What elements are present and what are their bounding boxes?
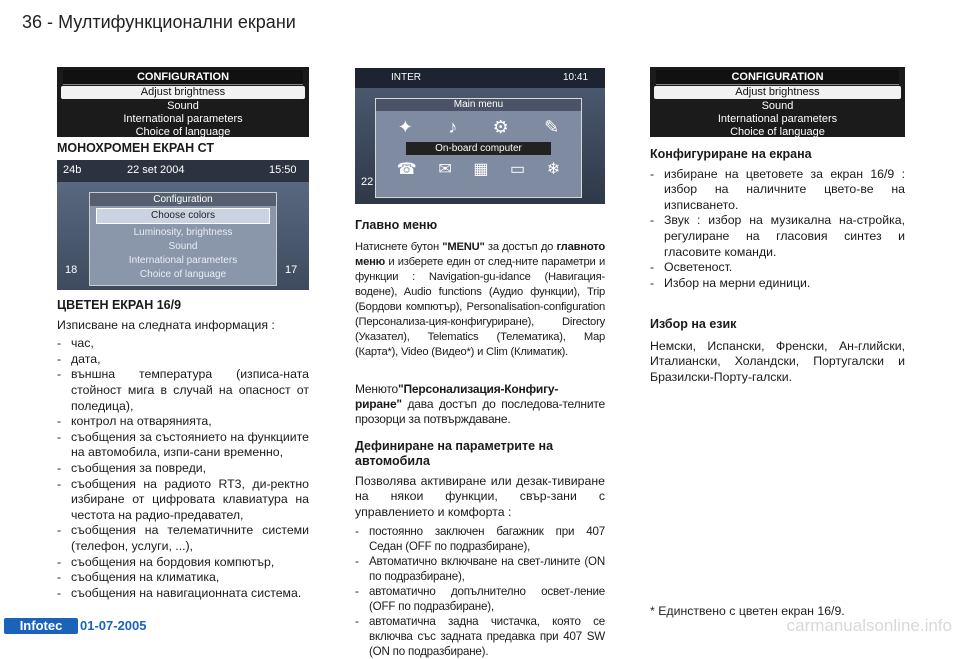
list-item: - Автоматично включване на свет-лините (ON по подразбиране),: [355, 554, 605, 584]
color-screen-text-block: [57, 298, 309, 601]
main-menu-icons-row2: [376, 157, 581, 181]
main-menu-text-block: [355, 218, 605, 659]
mono-screen-item: Adjust brightness: [61, 86, 305, 99]
mono-screen-item: Sound: [761, 100, 794, 112]
personalisation-pre: Менюто: [355, 381, 399, 396]
main-menu-bold: главното меню: [355, 240, 605, 268]
language-heading: Избор на език: [650, 317, 737, 331]
color-screen-right-value: 17: [285, 264, 298, 276]
page-header: [22, 12, 296, 33]
color-screen-heading: ЦВЕТЕН ЕКРАН 16/9: [57, 298, 182, 312]
main-menu-box: [375, 98, 582, 198]
personalisation-rest: дава достъп до последова-телните прозорци за потвърждаване.: [355, 396, 605, 426]
header-separator: -: [47, 12, 54, 32]
list-item: - час,: [57, 336, 309, 352]
list-item: - съобщения за повреди,: [57, 461, 309, 477]
main-menu-text-1: Натиснете бутон: [355, 240, 439, 253]
personalisation-icon: ✎: [544, 117, 560, 137]
watermark: carmanualsonline.info: [786, 616, 952, 635]
list-item: - външна температура (изписа-ната стойност мига в случай на опасност от поледица),: [57, 367, 309, 414]
map-icon: ▦: [473, 161, 489, 178]
personalisation-bold: "Персонализация-Конфигу-риране": [355, 381, 559, 411]
footer-date: 01-07-2005: [80, 618, 147, 633]
main-menu-icons: [376, 111, 581, 140]
language-text: Немски, Испански, Френски, Ан-глийски, Италиански, Холандски, Португалски и Бразилски-Порту-галски.: [650, 338, 905, 384]
vehicle-params-intro: Позволява активиране или дезак-тивиране на някои функции, свър-зани с управлението и комфорта :: [355, 473, 605, 519]
list-item: - избиране на цветовете за екран 16/9 : избор на наличните цвето-ве на изписването.: [650, 167, 905, 214]
language-block: [650, 317, 905, 385]
configuration-item: Sound: [168, 241, 198, 252]
mono-screen-title: CONFIGURATION: [63, 70, 303, 85]
footnote: * Единствено с цветен екран 16/9.: [650, 604, 845, 618]
menu-button-name: "MENU": [442, 240, 485, 253]
video-icon: ▭: [510, 161, 526, 178]
clim-icon: ❄: [546, 161, 561, 178]
page-number: 36: [22, 12, 43, 32]
telematics-icon: ✉: [438, 161, 452, 178]
navigation-icon: ✦: [397, 117, 413, 137]
configuration-item: Choice of language: [139, 269, 227, 280]
mono-screen-item: Choice of language: [135, 126, 231, 137]
topbar-date: 22 set 2004: [127, 164, 185, 176]
mono-screen-left: [57, 67, 309, 137]
info-list: [57, 336, 309, 601]
list-item: - постоянно заключен багажник при 407 Седан (OFF по подразбиране),: [355, 524, 605, 554]
main-menu-title: Main menu: [376, 99, 581, 111]
mono-screen-right: [650, 67, 905, 137]
mono-screen-title: CONFIGURATION: [656, 70, 899, 85]
color-screen-topbar: [57, 160, 309, 182]
screen-config-list: [650, 167, 905, 292]
color-screen-intro: Изписване на следната информация :: [57, 317, 275, 332]
list-item: - съобщения на бордовия компютър,: [57, 555, 309, 571]
mono-screen-item: International parameters: [717, 113, 838, 125]
configuration-panel: [89, 192, 277, 286]
list-item: - автоматична задна чистачка, която се включва със задната предавка при 407 SW (ON по подразбиране).: [355, 614, 605, 659]
personalisation-paragraph: [355, 382, 605, 427]
list-item: - съобщения за състоянието на функциите на автомобила, изпи-сани временно,: [57, 430, 309, 461]
mono-screen-item: International parameters: [123, 113, 243, 125]
main-menu-left-value: 22: [361, 176, 374, 188]
color-screen-left-value: 18: [65, 264, 78, 276]
topbar-time: 10:41: [563, 72, 589, 83]
mono-screen-heading: МОНОХРОМЕН ЕКРАН СТ: [57, 141, 214, 155]
page-title: Мултифункционални екрани: [58, 12, 296, 32]
topbar-time: 15:50: [269, 164, 297, 176]
list-item: - съобщения на телематичните системи (телефон, услуги, ...),: [57, 523, 309, 554]
list-item: - автоматично допълнително освет-ление (OFF по подразбиране),: [355, 584, 605, 614]
screen-config-heading: Конфигуриране на екрана: [650, 147, 812, 161]
main-menu-topbar: [355, 68, 605, 88]
main-menu-heading: Главно меню: [355, 218, 438, 232]
topbar-left: 24b: [63, 164, 82, 176]
list-item: - Звук : избор на музикална на-стройка, регулиране на гласовия синтез и гласовите команди.: [650, 213, 905, 260]
topbar-left: INTER: [391, 72, 421, 83]
list-item: - дата,: [57, 352, 309, 368]
mono-screen-item: Adjust brightness: [654, 86, 901, 99]
color-screen: [57, 160, 309, 290]
mono-screen-item: Choice of language: [730, 126, 825, 137]
main-menu-paragraph: [355, 240, 605, 360]
configuration-item: Choose colors: [96, 208, 270, 224]
main-menu-screen: [355, 68, 605, 204]
configuration-item: Luminosity, brightness: [133, 227, 233, 238]
configuration-item: International parameters: [128, 255, 238, 266]
list-item: - съобщения на навигационната система.: [57, 586, 309, 602]
infotec-logo: Infotec: [4, 618, 78, 634]
vehicle-params-heading: Дефиниране на параметрите на автомобила: [355, 438, 554, 469]
directory-icon: ☎: [396, 161, 417, 178]
list-item: - съобщения на климатика,: [57, 570, 309, 586]
screen-config-block: [650, 147, 905, 291]
mono-screen-caption-block: [57, 141, 309, 161]
configuration-panel-title: Configuration: [90, 193, 276, 206]
list-item: - контрол на отварянията,: [57, 414, 309, 430]
list-item: - Осветеност.: [650, 260, 905, 276]
list-item: - съобщения на радиото RT3, ди-ректно избиране от цифровата клавиатура на честота на радио-предавател,: [57, 477, 309, 524]
mono-screen-item: Sound: [167, 100, 199, 112]
list-item: - Избор на мерни единици.: [650, 276, 905, 292]
vehicle-params-list: [355, 524, 605, 659]
main-menu-text-3: и изберете един от след-ните параметри и функции : Navigation-gu-idance (Навигация-водене), Audio functions (Аудио функции), Trip (Бордови компютър), Personalisation-configuration (Персонализа-ция-конфигуриране), Directory (Указател), Telematics (Телематика), Map (Карта*), Video (Видео*) и Clim (Климатик).: [355, 255, 605, 358]
audio-icon: ♪: [448, 117, 458, 137]
trip-icon: ⚙: [492, 117, 509, 137]
main-menu-label: On-board computer: [406, 142, 551, 155]
main-menu-text-2: за достъп до: [487, 240, 554, 253]
